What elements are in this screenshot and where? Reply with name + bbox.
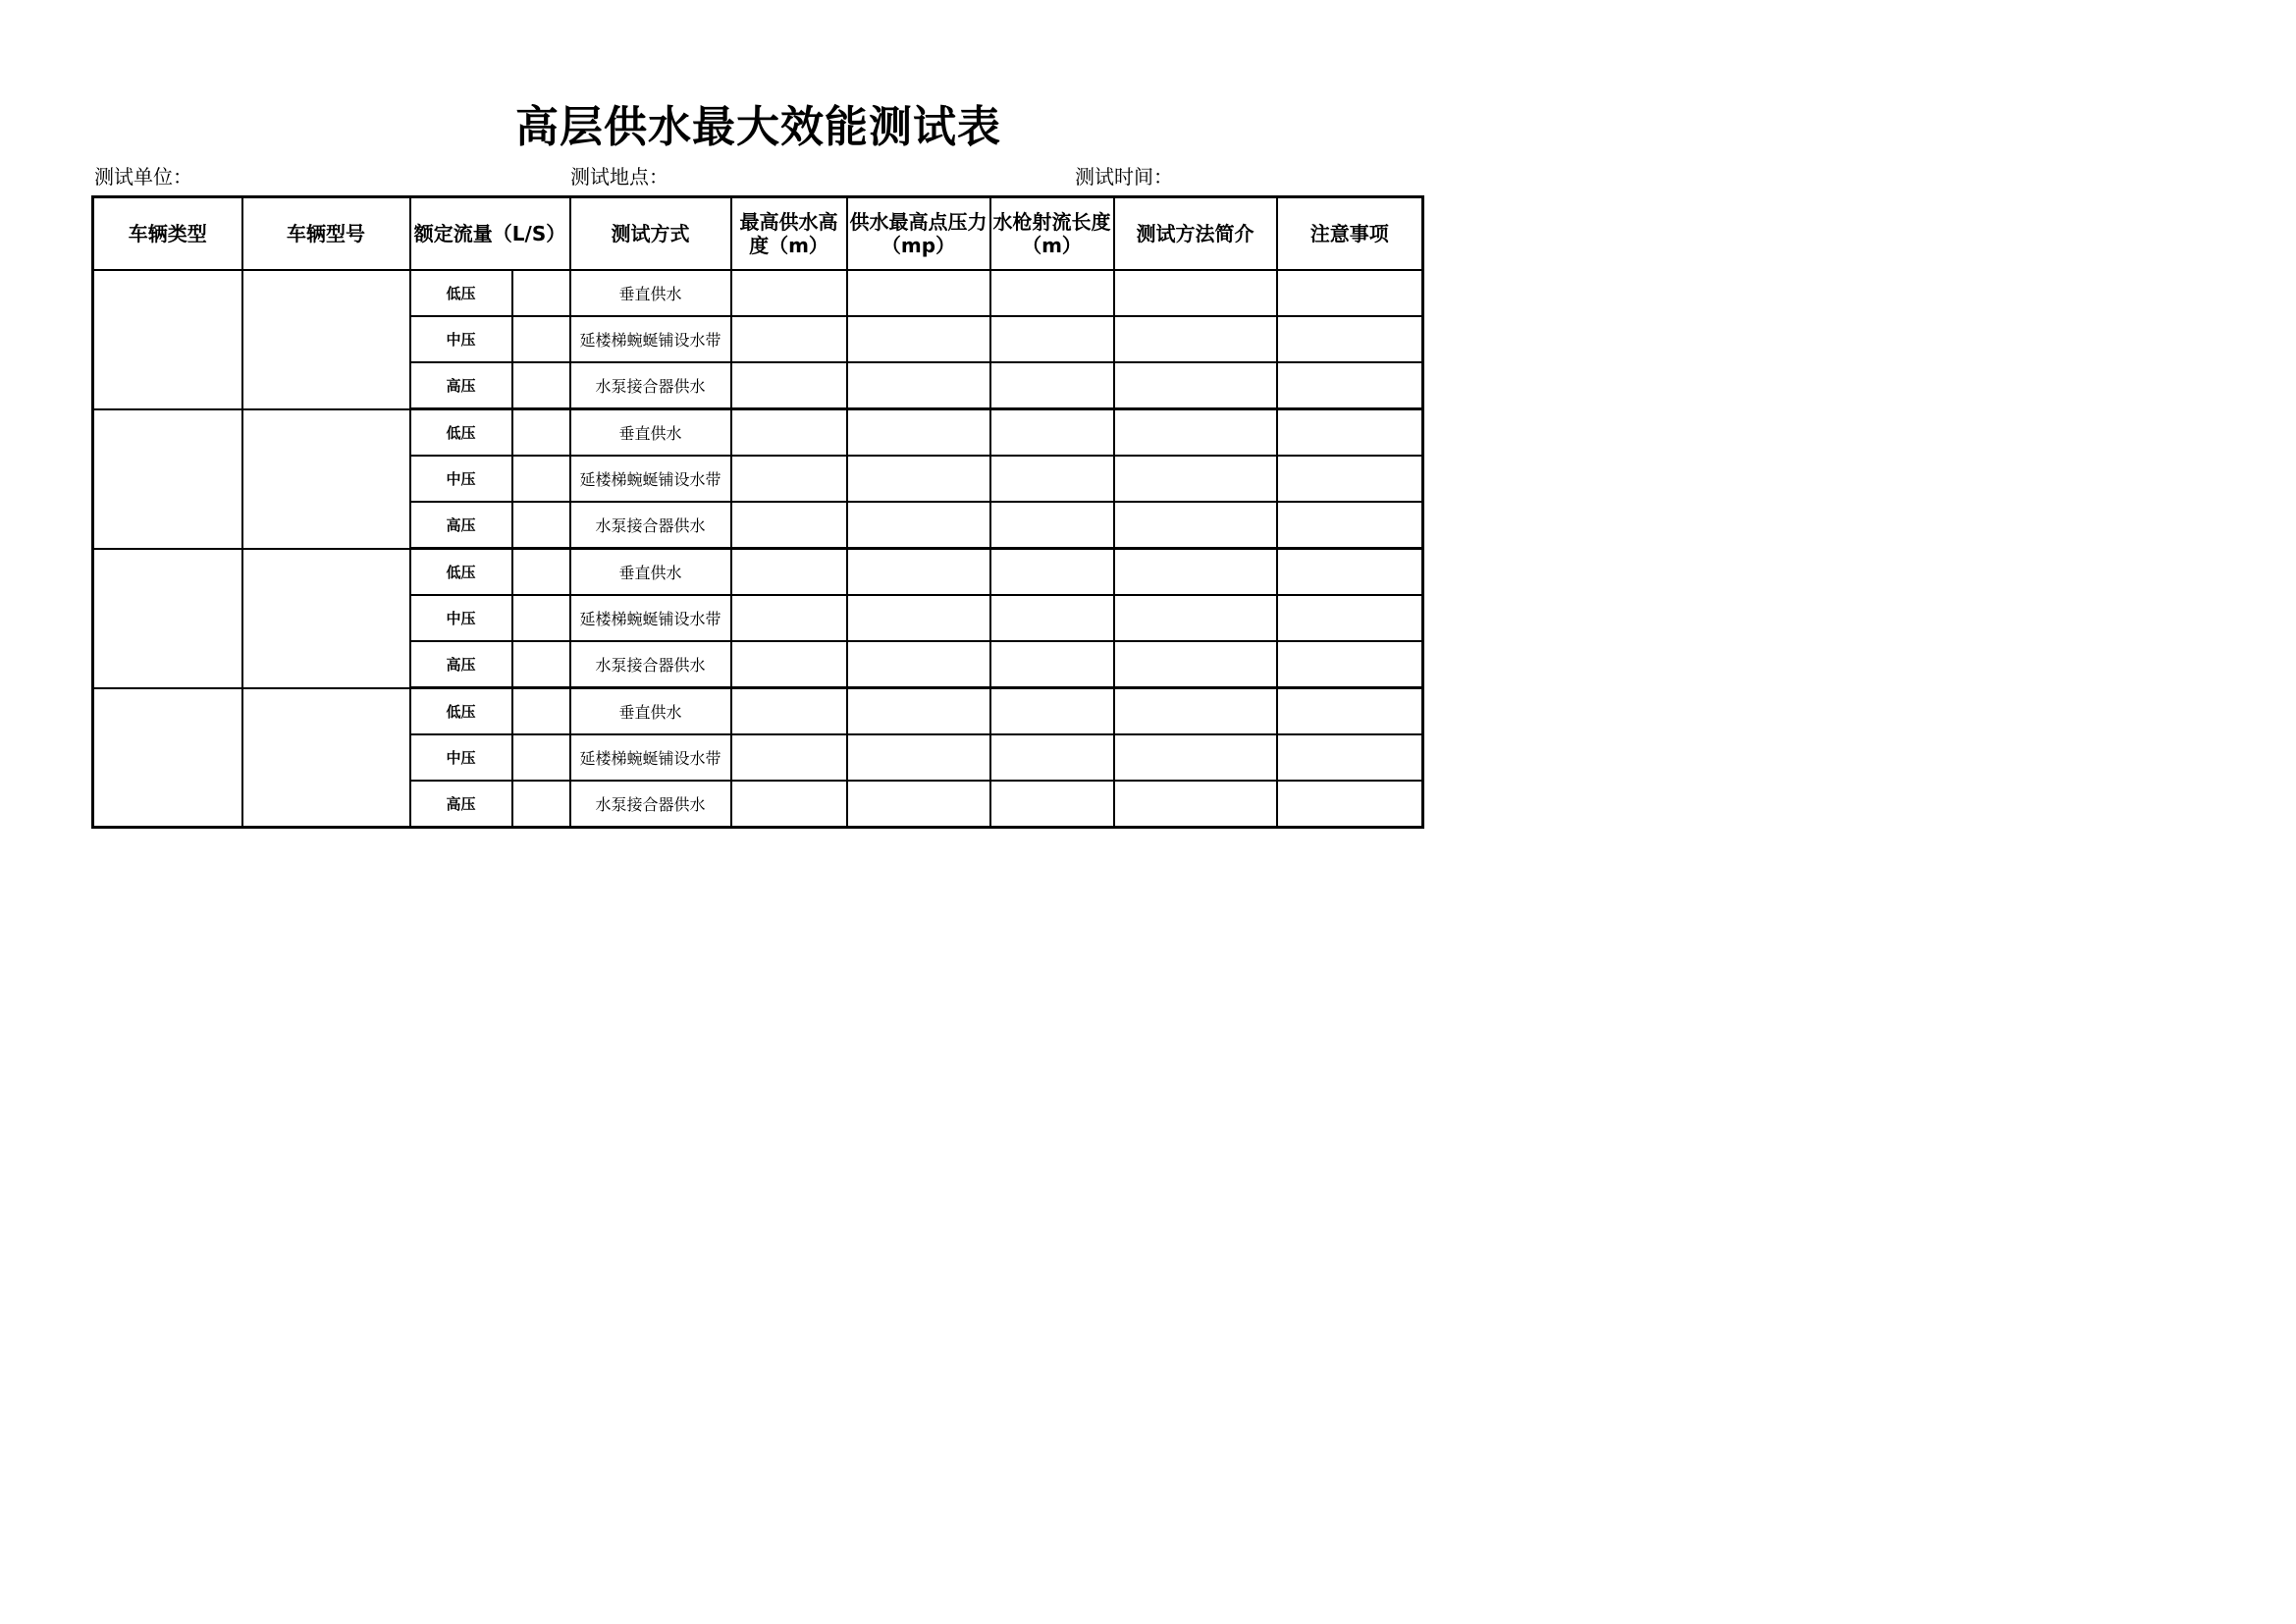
- top-pressure-cell[interactable]: [847, 316, 990, 362]
- table-body: [93, 270, 1423, 828]
- pressure-level-cell: 高压: [410, 641, 512, 688]
- top-pressure-cell[interactable]: [847, 688, 990, 735]
- pressure-level-cell: 高压: [410, 502, 512, 549]
- max-height-cell[interactable]: [731, 316, 847, 362]
- pressure-level-cell: 中压: [410, 595, 512, 641]
- vehicle-type-cell[interactable]: [93, 409, 242, 549]
- test-time-label: 测试时间：: [1075, 165, 1173, 189]
- max-height-cell[interactable]: [731, 734, 847, 781]
- notes-cell[interactable]: [1277, 270, 1423, 316]
- test-method-cell: 水泵接合器供水: [570, 781, 731, 828]
- vehicle-model-cell[interactable]: [242, 549, 410, 688]
- top-pressure-cell[interactable]: [847, 456, 990, 502]
- top-pressure-cell[interactable]: [847, 362, 990, 409]
- method-intro-cell[interactable]: [1114, 270, 1277, 316]
- top-pressure-cell[interactable]: [847, 781, 990, 828]
- notes-cell[interactable]: [1277, 781, 1423, 828]
- pressure-level-cell: 低压: [410, 688, 512, 735]
- top-pressure-cell[interactable]: [847, 270, 990, 316]
- notes-cell[interactable]: [1277, 641, 1423, 688]
- top-pressure-cell[interactable]: [847, 502, 990, 549]
- top-pressure-cell[interactable]: [847, 641, 990, 688]
- pressure-level-cell: 中压: [410, 456, 512, 502]
- max-height-cell[interactable]: [731, 641, 847, 688]
- jet-length-cell[interactable]: [990, 595, 1114, 641]
- pressure-level-cell: 低压: [410, 549, 512, 596]
- header-rated-flow: 额定流量（L/S）: [410, 197, 570, 271]
- header-method-intro: 测试方法简介: [1114, 197, 1277, 271]
- max-height-cell[interactable]: [731, 595, 847, 641]
- test-unit-label: 测试单位：: [94, 165, 192, 189]
- test-method-cell: 延楼梯蜿蜒铺设水带: [570, 456, 731, 502]
- jet-length-cell[interactable]: [990, 781, 1114, 828]
- test-location-label: 测试地点：: [570, 165, 668, 189]
- test-method-cell: 垂直供水: [570, 688, 731, 735]
- test-method-cell: 垂直供水: [570, 549, 731, 596]
- notes-cell[interactable]: [1277, 362, 1423, 409]
- flow-value-cell[interactable]: [512, 456, 570, 502]
- header-jet-length: 水枪射流长度（m）: [990, 197, 1114, 271]
- max-height-cell[interactable]: [731, 502, 847, 549]
- max-height-cell[interactable]: [731, 688, 847, 735]
- notes-cell[interactable]: [1277, 502, 1423, 549]
- jet-length-cell[interactable]: [990, 641, 1114, 688]
- vehicle-model-cell[interactable]: [242, 688, 410, 828]
- test-method-cell: 水泵接合器供水: [570, 502, 731, 549]
- notes-cell[interactable]: [1277, 549, 1423, 596]
- pressure-level-cell: 低压: [410, 270, 512, 316]
- test-method-cell: 垂直供水: [570, 409, 731, 457]
- flow-value-cell[interactable]: [512, 595, 570, 641]
- method-intro-cell[interactable]: [1114, 549, 1277, 596]
- flow-value-cell[interactable]: [512, 316, 570, 362]
- jet-length-cell[interactable]: [990, 502, 1114, 549]
- notes-cell[interactable]: [1277, 595, 1423, 641]
- pressure-level-cell: 高压: [410, 362, 512, 409]
- pressure-level-cell: 高压: [410, 781, 512, 828]
- header-top-pressure: 供水最高点压力（mp）: [847, 197, 990, 271]
- method-intro-cell[interactable]: [1114, 595, 1277, 641]
- method-intro-cell[interactable]: [1114, 688, 1277, 735]
- method-intro-cell[interactable]: [1114, 734, 1277, 781]
- vehicle-type-cell[interactable]: [93, 688, 242, 828]
- notes-cell[interactable]: [1277, 734, 1423, 781]
- jet-length-cell[interactable]: [990, 549, 1114, 596]
- method-intro-cell[interactable]: [1114, 409, 1277, 457]
- pressure-level-cell: 中压: [410, 734, 512, 781]
- vehicle-type-cell[interactable]: [93, 549, 242, 688]
- test-method-cell: 水泵接合器供水: [570, 641, 731, 688]
- top-pressure-cell[interactable]: [847, 409, 990, 457]
- jet-length-cell[interactable]: [990, 409, 1114, 457]
- top-pressure-cell[interactable]: [847, 595, 990, 641]
- table-row: [93, 270, 1423, 316]
- max-height-cell[interactable]: [731, 362, 847, 409]
- header-test-method: 测试方式: [570, 197, 731, 271]
- notes-cell[interactable]: [1277, 316, 1423, 362]
- header-vehicle-type: 车辆类型: [93, 197, 242, 271]
- max-height-cell[interactable]: [731, 409, 847, 457]
- jet-length-cell[interactable]: [990, 734, 1114, 781]
- max-height-cell[interactable]: [731, 456, 847, 502]
- notes-cell[interactable]: [1277, 688, 1423, 735]
- table-row: [93, 688, 1423, 735]
- top-pressure-cell[interactable]: [847, 734, 990, 781]
- notes-cell[interactable]: [1277, 456, 1423, 502]
- method-intro-cell[interactable]: [1114, 502, 1277, 549]
- flow-value-cell[interactable]: [512, 409, 570, 457]
- max-height-cell[interactable]: [731, 270, 847, 316]
- test-method-cell: 垂直供水: [570, 270, 731, 316]
- method-intro-cell[interactable]: [1114, 456, 1277, 502]
- top-pressure-cell[interactable]: [847, 549, 990, 596]
- flow-value-cell[interactable]: [512, 734, 570, 781]
- test-method-cell: 水泵接合器供水: [570, 362, 731, 409]
- test-table: [91, 195, 1424, 829]
- method-intro-cell[interactable]: [1114, 781, 1277, 828]
- table-row: [93, 549, 1423, 596]
- vehicle-type-cell[interactable]: [93, 270, 242, 409]
- flow-value-cell[interactable]: [512, 502, 570, 549]
- test-method-cell: 延楼梯蜿蜒铺设水带: [570, 734, 731, 781]
- pressure-level-cell: 中压: [410, 316, 512, 362]
- method-intro-cell[interactable]: [1114, 641, 1277, 688]
- header-max-height: 最高供水高度（m）: [731, 197, 847, 271]
- flow-value-cell[interactable]: [512, 270, 570, 316]
- test-method-cell: 延楼梯蜿蜒铺设水带: [570, 595, 731, 641]
- vehicle-model-cell[interactable]: [242, 409, 410, 549]
- header-vehicle-model: 车辆型号: [242, 197, 410, 271]
- jet-length-cell[interactable]: [990, 316, 1114, 362]
- max-height-cell[interactable]: [731, 549, 847, 596]
- pressure-level-cell: 低压: [410, 409, 512, 457]
- flow-value-cell[interactable]: [512, 549, 570, 596]
- test-method-cell: 延楼梯蜿蜒铺设水带: [570, 316, 731, 362]
- header-notes: 注意事项: [1277, 197, 1423, 271]
- max-height-cell[interactable]: [731, 781, 847, 828]
- flow-value-cell[interactable]: [512, 688, 570, 735]
- jet-length-cell[interactable]: [990, 688, 1114, 735]
- flow-value-cell[interactable]: [512, 781, 570, 828]
- method-intro-cell[interactable]: [1114, 362, 1277, 409]
- method-intro-cell[interactable]: [1114, 316, 1277, 362]
- page-title: 高层供水最大效能测试表: [515, 102, 1001, 152]
- table-row: [93, 409, 1423, 457]
- jet-length-cell[interactable]: [990, 270, 1114, 316]
- header-row: [93, 197, 1423, 271]
- notes-cell[interactable]: [1277, 409, 1423, 457]
- flow-value-cell[interactable]: [512, 641, 570, 688]
- jet-length-cell[interactable]: [990, 456, 1114, 502]
- flow-value-cell[interactable]: [512, 362, 570, 409]
- jet-length-cell[interactable]: [990, 362, 1114, 409]
- vehicle-model-cell[interactable]: [242, 270, 410, 409]
